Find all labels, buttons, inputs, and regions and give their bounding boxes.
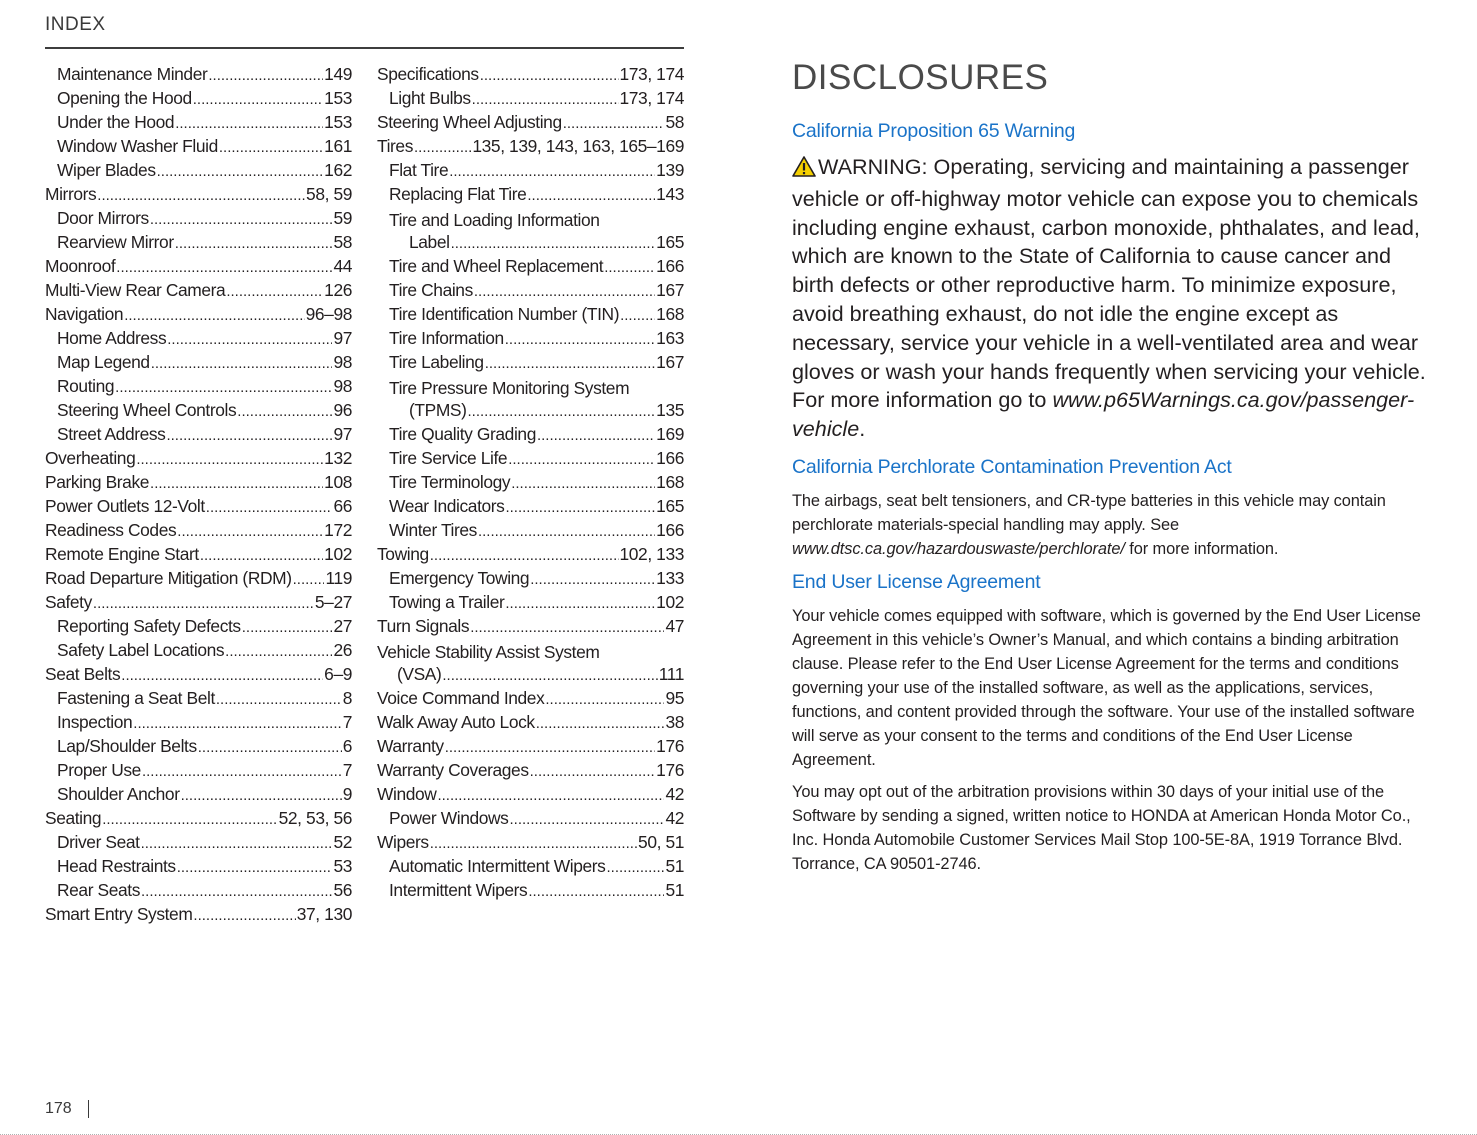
index-entry[interactable] — [45, 832, 352, 856]
dot-leader — [151, 355, 333, 372]
index-entry-page: 166 — [656, 448, 684, 468]
index-entry-page: 133 — [656, 568, 684, 588]
index-entry-label: Power Windows — [389, 808, 509, 828]
index-entry-label: Door Mirrors — [57, 208, 149, 228]
index-entry-label: Home Address — [57, 328, 167, 348]
index-entry-label: Window Washer Fluid — [57, 136, 218, 156]
index-entry[interactable] — [45, 184, 352, 208]
dot-leader — [177, 523, 323, 540]
index-entry[interactable] — [45, 688, 352, 712]
index-entry[interactable] — [45, 232, 352, 256]
index-entry[interactable] — [45, 616, 352, 640]
index-entry[interactable] — [45, 808, 352, 832]
index-entry-label: Power Outlets 12-Volt — [45, 496, 205, 516]
header-divider — [45, 47, 684, 49]
index-entry-label: Lap/Shoulder Belts — [57, 736, 197, 756]
dot-leader — [537, 427, 655, 444]
index-entry[interactable] — [377, 760, 684, 784]
index-entry[interactable] — [377, 424, 684, 448]
dot-leader — [198, 739, 342, 756]
dot-leader — [505, 499, 655, 516]
index-entry-page: 7 — [342, 760, 352, 780]
dot-leader — [530, 763, 656, 780]
index-entry-page: 163 — [656, 328, 684, 348]
index-entry-page: 139 — [656, 160, 684, 180]
index-entry[interactable] — [45, 880, 352, 904]
index-entry-label: Towing a Trailer — [389, 592, 505, 612]
index-entry[interactable] — [45, 664, 352, 688]
index-entry[interactable] — [377, 280, 684, 304]
index-entry-label: Inspection — [57, 712, 133, 732]
index-entry-label: Window — [377, 784, 437, 804]
index-entry-page: 58, 59 — [306, 184, 352, 204]
index-entry-label: Steering Wheel Adjusting — [377, 112, 562, 132]
perchlorate-body: The airbags, seat belt tensioners, and CR-type batteries in this vehicle may contain perchlorate materials-special handling may apply. See — [792, 491, 1386, 534]
dot-leader — [509, 811, 664, 828]
dot-leader — [508, 451, 655, 468]
dot-leader — [505, 595, 655, 612]
index-entry[interactable] — [45, 784, 352, 808]
index-entry-label: Tire Chains — [389, 280, 473, 300]
prop65-warning-text — [792, 153, 1432, 444]
index-entry-page: 95 — [665, 688, 684, 708]
dot-leader — [620, 307, 655, 324]
index-entry-page: 98 — [333, 352, 352, 372]
eula-paragraph-2: You may opt out of the arbitration provisions within 30 days of your initial use of the Software by sending a signed, written notice to HONDA at American Honda Motor Co., Inc. Honda Automobile Customer Services Mail Stop 100-5E-8A, 1919 Torrance Blvd. Torrance, CA 90501-2746. — [792, 782, 1411, 873]
dot-leader — [193, 91, 323, 108]
index-entry-page: 172 — [324, 520, 352, 540]
dot-leader — [449, 163, 655, 180]
dot-leader — [293, 571, 325, 588]
dot-leader — [116, 259, 332, 276]
index-entry-label: Tire Quality Grading — [389, 424, 536, 444]
index-entry-first-line: Tire Pressure Monitoring System — [389, 378, 630, 398]
index-entry[interactable] — [45, 376, 352, 400]
index-entry-label: Towing — [377, 544, 429, 564]
perchlorate-heading: California Perchlorate Contamination Prevention Act — [792, 455, 1232, 478]
index-entry-page: 135, 139, 143, 163, 165–169 — [472, 136, 684, 156]
index-entry-label: Parking Brake — [45, 472, 150, 492]
index-entry-page: 111 — [658, 664, 684, 684]
index-entry-label: Remote Engine Start — [45, 544, 199, 564]
index-entry-label: Safety Label Locations — [57, 640, 225, 660]
dot-leader — [604, 259, 655, 276]
index-entry-page: 126 — [324, 280, 352, 300]
dot-leader — [141, 883, 332, 900]
index-entry[interactable] — [377, 160, 684, 184]
index-entry[interactable] — [377, 184, 684, 208]
index-entry-label: Wiper Blades — [57, 160, 156, 180]
index-entry-label: Label — [409, 232, 450, 252]
index-entry-page: 166 — [656, 256, 684, 276]
index-entry-page: 108 — [324, 472, 352, 492]
dot-leader — [242, 619, 333, 636]
dot-leader — [121, 667, 323, 684]
index-entry-page: 166 — [656, 520, 684, 540]
dot-leader — [606, 859, 664, 876]
index-entry-label: Multi-View Rear Camera — [45, 280, 226, 300]
dot-leader — [97, 187, 305, 204]
index-entry[interactable] — [377, 736, 684, 760]
index-entry-page: 135 — [656, 400, 684, 420]
index-entry[interactable] — [377, 64, 684, 88]
index-entry-label: Routing — [57, 376, 115, 396]
perchlorate-end: for more information. — [1124, 539, 1279, 558]
dot-leader — [414, 139, 471, 156]
dot-leader — [442, 667, 657, 684]
index-entry[interactable] — [377, 304, 684, 328]
index-entry-page: 52, 53, 56 — [278, 808, 352, 828]
index-entry[interactable] — [377, 88, 684, 112]
dot-leader — [530, 571, 655, 588]
index-entry[interactable] — [377, 352, 684, 376]
index-entry[interactable] — [45, 328, 352, 352]
dtsc-link[interactable]: www.dtsc.ca.gov/hazardouswaste/perchlorate/ — [792, 539, 1125, 558]
index-entry-page: 98 — [333, 376, 352, 396]
dot-leader — [115, 379, 332, 396]
index-entry[interactable] — [45, 712, 352, 736]
index-entry[interactable] — [377, 592, 684, 616]
dot-leader — [150, 211, 333, 228]
index-entry-label: Wipers — [377, 832, 429, 852]
index-entry[interactable] — [45, 304, 352, 328]
index-entry-label: Tires — [377, 136, 413, 156]
p65-link[interactable]: www.p65Warnings.ca.gov/passenger-vehicle — [792, 387, 1415, 442]
index-entry-label: Tire Service Life — [389, 448, 508, 468]
index-entry[interactable] — [377, 328, 684, 352]
index-entry[interactable] — [45, 136, 352, 160]
index-entry-label: Rearview Mirror — [57, 232, 174, 252]
dot-leader — [102, 811, 277, 828]
index-entry[interactable] — [377, 112, 684, 136]
dot-leader — [141, 835, 333, 852]
index-entry-label: Turn Signals — [377, 616, 470, 636]
dot-leader — [206, 499, 333, 516]
index-entry-label: Maintenance Minder — [57, 64, 208, 84]
index-entry-label: Moonroof — [45, 256, 116, 276]
dot-leader — [430, 835, 637, 852]
index-entry[interactable] — [377, 472, 684, 496]
dot-leader — [511, 475, 655, 492]
index-entry-label: Seating — [45, 808, 102, 828]
prop65-heading: California Proposition 65 Warning — [792, 120, 1076, 142]
index-entry[interactable] — [45, 280, 352, 304]
index-entry[interactable] — [377, 256, 684, 280]
index-entry[interactable] — [377, 808, 684, 832]
index-entry-page: 7 — [342, 712, 352, 732]
index-entry-label: Road Departure Mitigation (RDM) — [45, 568, 292, 588]
dot-leader — [177, 859, 333, 876]
dot-leader — [536, 715, 665, 732]
index-entry-page: 38 — [665, 712, 684, 732]
index-entry[interactable] — [377, 616, 684, 640]
index-entry[interactable] — [377, 136, 684, 160]
index-entry[interactable] — [377, 400, 684, 424]
index-entry-page: 6–9 — [324, 664, 352, 684]
index-entry-label: Opening the Hood — [57, 88, 192, 108]
index-entry[interactable] — [45, 520, 352, 544]
index-entry-page: 96–98 — [305, 304, 352, 324]
index-entry[interactable] — [45, 568, 352, 592]
index-entry-page: 167 — [656, 352, 684, 372]
index-entry-label: Smart Entry System — [45, 904, 193, 924]
index-entry[interactable] — [45, 496, 352, 520]
index-entry-label: Tire Labeling — [389, 352, 484, 372]
index-entry[interactable] — [45, 400, 352, 424]
index-column-left — [45, 64, 352, 928]
index-entry[interactable] — [45, 88, 352, 112]
dot-leader — [157, 163, 324, 180]
index-entry-label: Safety — [45, 592, 92, 612]
index-entry[interactable] — [377, 232, 684, 256]
index-entry-label: Head Restraints — [57, 856, 176, 876]
eula-heading: End User License Agreement — [792, 570, 1041, 593]
dot-leader — [480, 67, 619, 84]
index-entry[interactable] — [377, 544, 684, 568]
index-entry-label: Proper Use — [57, 760, 141, 780]
index-entry[interactable] — [45, 544, 352, 568]
index-entry-label: Overheating — [45, 448, 136, 468]
dot-leader — [175, 235, 333, 252]
eula-paragraph-1: Your vehicle comes equipped with software, which is governed by the End User License Agreement in this vehicle’s Owner’s Manual, and which contains a binding arbitration clause. Please refer to the End User License Agreement for the terms and conditions governing your use of the installed software, as well as the applications, services, functions, and content provided through the software. Your use of the installed software will serve as your consent to the terms and conditions of the End User License Agreement. — [792, 606, 1421, 769]
index-entry-page: 168 — [656, 304, 684, 324]
dot-leader — [478, 523, 655, 540]
index-entry-page: 47 — [665, 616, 684, 636]
index-entry[interactable] — [45, 208, 352, 232]
dot-leader — [237, 403, 332, 420]
index-entry[interactable] — [377, 856, 684, 880]
dot-leader — [527, 187, 655, 204]
index-entry-page: 153 — [324, 88, 352, 108]
dot-leader — [166, 427, 332, 444]
index-entry-page: 8 — [342, 688, 352, 708]
index-entry-label: Reporting Safety Defects — [57, 616, 241, 636]
index-entry-page: 167 — [656, 280, 684, 300]
dot-leader — [437, 787, 664, 804]
index-entry-label: Voice Command Index — [377, 688, 545, 708]
index-entry-label: Map Legend — [57, 352, 150, 372]
index-entry-label: (VSA) — [397, 664, 442, 684]
dot-leader — [133, 715, 341, 732]
index-entry-page: 66 — [333, 496, 352, 516]
index-entry-page: 51 — [665, 880, 684, 900]
dot-leader — [226, 283, 323, 300]
dot-leader — [225, 643, 332, 660]
index-entry-page: 153 — [324, 112, 352, 132]
index-entry-page: 102 — [656, 592, 684, 612]
warning-triangle-icon — [792, 156, 816, 185]
index-entry-page: 119 — [325, 568, 352, 588]
index-entry-label: Steering Wheel Controls — [57, 400, 237, 420]
index-entry-page: 56 — [333, 880, 352, 900]
index-entry-page: 53 — [333, 856, 352, 876]
index-entry-label: Tire Information — [389, 328, 504, 348]
dot-leader — [545, 691, 664, 708]
dot-leader — [528, 883, 664, 900]
index-entry[interactable] — [45, 640, 352, 664]
index-column-right — [377, 64, 684, 904]
index-entry-first-line: Tire and Loading Information — [389, 210, 600, 230]
index-entry-page: 42 — [665, 808, 684, 828]
index-entry[interactable] — [377, 784, 684, 808]
index-entry-page: 165 — [656, 496, 684, 516]
section-header-label: INDEX — [45, 14, 106, 35]
index-entry-label: Tire Identification Number (TIN) — [389, 304, 620, 324]
index-entry-page: 169 — [656, 424, 684, 444]
index-entry-label: (TPMS) — [409, 400, 467, 420]
page-number: 178 — [45, 1100, 72, 1117]
index-entry[interactable] — [377, 520, 684, 544]
index-entry-label: Rear Seats — [57, 880, 140, 900]
dot-leader — [124, 307, 304, 324]
index-entry[interactable] — [45, 856, 352, 880]
dot-leader — [93, 595, 314, 612]
index-entry[interactable] — [377, 568, 684, 592]
dot-leader — [451, 235, 656, 252]
index-entry-page: 97 — [333, 424, 352, 444]
dot-leader — [216, 691, 342, 708]
index-entry[interactable] — [45, 424, 352, 448]
dot-leader — [474, 283, 655, 300]
index-entry-page: 165 — [656, 232, 684, 252]
index-entry-label: Navigation — [45, 304, 124, 324]
index-entry-label: Tire Terminology — [389, 472, 511, 492]
index-entry-page: 143 — [656, 184, 684, 204]
index-entry-page: 173, 174 — [619, 64, 684, 84]
index-entry-label: Readiness Codes — [45, 520, 177, 540]
index-entry[interactable] — [45, 760, 352, 784]
index-entry[interactable] — [45, 592, 352, 616]
dot-leader — [219, 139, 323, 156]
index-entry-label: Mirrors — [45, 184, 97, 204]
dot-leader — [193, 907, 295, 924]
dot-leader — [167, 331, 332, 348]
prop65-body: Operating, servicing and maintaining a passenger vehicle or off-highway motor vehicle can expose you to chemicals including engine exhaust, carbon monoxide, phthalates, and lead, which are known to the State of California to cause cancer and birth defects or other reproductive harm. To minimize exposure, avoid breathing exhaust, do not idle the engine except as necessary, service your vehicle in a well-ventilated area and wear gloves or wash your hands frequently when servicing your vehicle. For more information go to — [792, 154, 1426, 413]
index-entry-label: Specifications — [377, 64, 479, 84]
prop65-end: . — [859, 416, 866, 442]
index-entry[interactable] — [45, 736, 352, 760]
dot-leader — [136, 451, 323, 468]
page-number-divider — [88, 1100, 89, 1118]
index-entry[interactable] — [45, 256, 352, 280]
index-entry[interactable] — [45, 448, 352, 472]
dot-leader — [175, 115, 323, 132]
index-entry-label: Automatic Intermittent Wipers — [389, 856, 606, 876]
index-entry-page: 44 — [333, 256, 352, 276]
index-entry-label: Flat Tire — [389, 160, 449, 180]
index-entry-label: Seat Belts — [45, 664, 121, 684]
index-entry-page: 96 — [333, 400, 352, 420]
index-entry-page: 161 — [324, 136, 352, 156]
index-entry-page: 132 — [324, 448, 352, 468]
index-entry[interactable] — [377, 712, 684, 736]
index-entry-page: 168 — [656, 472, 684, 492]
index-entry-page: 9 — [342, 784, 352, 804]
index-entry-label: Walk Away Auto Lock — [377, 712, 535, 732]
index-entry[interactable] — [45, 160, 352, 184]
dot-leader — [142, 763, 342, 780]
index-entry-page: 173, 174 — [619, 88, 684, 108]
index-entry-page: 149 — [324, 64, 352, 84]
index-entry[interactable] — [377, 448, 684, 472]
dot-leader — [150, 475, 323, 492]
index-entry-label: Emergency Towing — [389, 568, 530, 588]
index-entry-label: Winter Tires — [389, 520, 477, 540]
index-entry-page: 176 — [656, 760, 684, 780]
index-entry-page: 50, 51 — [638, 832, 684, 852]
index-entry-label: Fastening a Seat Belt — [57, 688, 215, 708]
index-entry[interactable] — [45, 64, 352, 88]
dot-leader — [505, 331, 655, 348]
index-entry-page: 27 — [333, 616, 352, 636]
index-entry-page: 26 — [333, 640, 352, 660]
dot-leader — [208, 67, 323, 84]
index-entry[interactable] — [377, 496, 684, 520]
index-entry-page: 6 — [342, 736, 352, 756]
index-entry-page: 162 — [324, 160, 352, 180]
index-entry-page: 51 — [665, 856, 684, 876]
index-entry-page: 97 — [333, 328, 352, 348]
index-entry-label: Light Bulbs — [389, 88, 471, 108]
dot-leader — [470, 619, 664, 636]
index-entry-label: Driver Seat — [57, 832, 140, 852]
index-entry-page: 52 — [333, 832, 352, 852]
index-entry-label: Street Address — [57, 424, 166, 444]
dot-leader — [485, 355, 655, 372]
dot-leader — [200, 547, 323, 564]
index-entry-label: Tire and Wheel Replacement — [389, 256, 604, 276]
index-entry-label: Intermittent Wipers — [389, 880, 528, 900]
dot-leader — [472, 91, 619, 108]
index-entry[interactable] — [377, 832, 684, 856]
index-entry-page: 102, 133 — [619, 544, 684, 564]
dot-leader — [445, 739, 655, 756]
index-entry-label: Shoulder Anchor — [57, 784, 180, 804]
index-entry[interactable] — [45, 904, 352, 928]
index-entry[interactable] — [377, 664, 684, 688]
index-entry-page: 5–27 — [314, 592, 352, 612]
index-entry-page: 58 — [333, 232, 352, 252]
index-entry-label: Warranty — [377, 736, 444, 756]
index-entry-label: Under the Hood — [57, 112, 175, 132]
index-entry[interactable] — [377, 688, 684, 712]
index-entry-first-line: Vehicle Stability Assist System — [377, 642, 600, 662]
disclosures-title: DISCLOSURES — [792, 58, 1049, 97]
index-entry[interactable] — [45, 472, 352, 496]
index-entry-page: 59 — [333, 208, 352, 228]
index-entry-label: Wear Indicators — [389, 496, 505, 516]
index-entry-page: 37, 130 — [296, 904, 352, 924]
index-entry-page: 176 — [656, 736, 684, 756]
dot-leader — [430, 547, 619, 564]
index-entry[interactable] — [45, 352, 352, 376]
index-entry[interactable] — [377, 880, 684, 904]
index-entry-page: 42 — [665, 784, 684, 804]
perchlorate-text — [792, 489, 1432, 561]
index-entry[interactable] — [45, 112, 352, 136]
warning-label: WARNING: — [818, 154, 928, 179]
dot-leader — [468, 403, 656, 420]
index-entry-label: Replacing Flat Tire — [389, 184, 527, 204]
disclosures-section — [792, 58, 1432, 884]
dot-leader — [181, 787, 342, 804]
dot-leader — [563, 115, 665, 132]
index-entry-page: 58 — [665, 112, 684, 132]
index-entry-label: Warranty Coverages — [377, 760, 529, 780]
index-entry-page: 102 — [324, 544, 352, 564]
